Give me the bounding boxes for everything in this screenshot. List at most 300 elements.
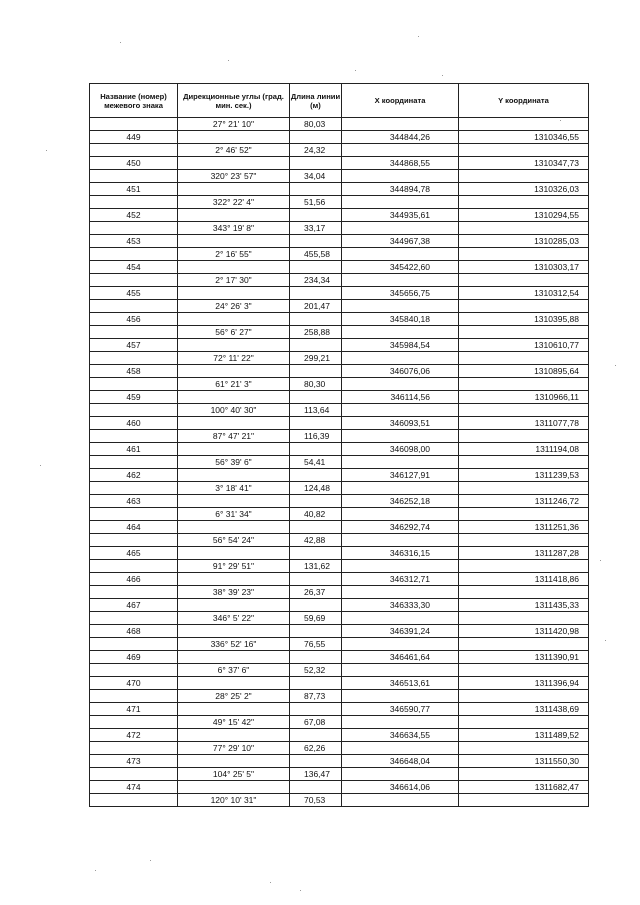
table-row: [90, 456, 589, 469]
x-coordinate-cell: [342, 222, 459, 235]
x-coordinate-cell: [342, 638, 459, 651]
marker-name-cell: [90, 248, 178, 261]
y-coordinate-cell: 1311550,30: [459, 755, 589, 768]
y-coordinate-cell: [459, 534, 589, 547]
x-coordinate-cell: [342, 482, 459, 495]
y-coordinate-cell: 1311287,28: [459, 547, 589, 560]
x-coordinate-cell: [342, 534, 459, 547]
marker-name-cell: [90, 716, 178, 729]
direction-angle-cell: 2° 46' 52": [178, 144, 290, 157]
y-coordinate-cell: 1311489,52: [459, 729, 589, 742]
line-length-cell: [290, 703, 342, 716]
y-coordinate-cell: [459, 326, 589, 339]
table-row: [90, 794, 589, 807]
y-coordinate-cell: 1310285,03: [459, 235, 589, 248]
direction-angle-cell: [178, 261, 290, 274]
marker-name-cell: 453: [90, 235, 178, 248]
scan-speck: [150, 860, 151, 861]
direction-angle-cell: [178, 599, 290, 612]
x-coordinate-cell: [342, 118, 459, 131]
table-row: [90, 170, 589, 183]
x-coordinate-cell: 346312,71: [342, 573, 459, 586]
scan-speck: [270, 882, 271, 883]
y-coordinate-cell: [459, 768, 589, 781]
x-coordinate-cell: [342, 326, 459, 339]
line-length-cell: 51,56: [290, 196, 342, 209]
direction-angle-cell: 72° 11' 22": [178, 352, 290, 365]
line-length-cell: 258,88: [290, 326, 342, 339]
marker-name-cell: [90, 430, 178, 443]
line-length-cell: [290, 521, 342, 534]
direction-angle-cell: [178, 755, 290, 768]
y-coordinate-cell: 1311251,36: [459, 521, 589, 534]
table-row: [90, 339, 589, 352]
marker-name-cell: 469: [90, 651, 178, 664]
direction-angle-cell: [178, 365, 290, 378]
y-coordinate-cell: [459, 794, 589, 807]
marker-name-cell: [90, 378, 178, 391]
table-row: [90, 430, 589, 443]
marker-name-cell: [90, 326, 178, 339]
direction-angle-cell: [178, 651, 290, 664]
table-row: [90, 547, 589, 560]
y-coordinate-cell: [459, 248, 589, 261]
header-x-coordinate: X координата: [342, 84, 459, 118]
marker-name-cell: 474: [90, 781, 178, 794]
line-length-cell: [290, 729, 342, 742]
table-row: [90, 716, 589, 729]
line-length-cell: [290, 261, 342, 274]
line-length-cell: [290, 235, 342, 248]
direction-angle-cell: 56° 6' 27": [178, 326, 290, 339]
direction-angle-cell: 38° 39' 23": [178, 586, 290, 599]
x-coordinate-cell: 345984,54: [342, 339, 459, 352]
header-marker-name: Название (номер) межевого знака: [90, 84, 178, 118]
table-row: [90, 521, 589, 534]
x-coordinate-cell: [342, 508, 459, 521]
line-length-cell: [290, 183, 342, 196]
table-row: [90, 742, 589, 755]
table-row: [90, 183, 589, 196]
line-length-cell: [290, 573, 342, 586]
line-length-cell: 80,30: [290, 378, 342, 391]
marker-name-cell: [90, 638, 178, 651]
x-coordinate-cell: [342, 274, 459, 287]
direction-angle-cell: 24° 26' 3": [178, 300, 290, 313]
x-coordinate-cell: 346098,00: [342, 443, 459, 456]
y-coordinate-cell: [459, 274, 589, 287]
scan-speck: [442, 75, 443, 76]
marker-name-cell: [90, 690, 178, 703]
x-coordinate-cell: 346316,15: [342, 547, 459, 560]
marker-name-cell: 467: [90, 599, 178, 612]
direction-angle-cell: [178, 287, 290, 300]
table-row: [90, 378, 589, 391]
y-coordinate-cell: [459, 118, 589, 131]
table-row: [90, 508, 589, 521]
y-coordinate-cell: [459, 638, 589, 651]
y-coordinate-cell: 1311194,08: [459, 443, 589, 456]
y-coordinate-cell: 1310966,11: [459, 391, 589, 404]
table-row: [90, 560, 589, 573]
direction-angle-cell: [178, 313, 290, 326]
x-coordinate-cell: [342, 742, 459, 755]
scan-speck: [300, 890, 301, 891]
direction-angle-cell: [178, 677, 290, 690]
marker-name-cell: 462: [90, 469, 178, 482]
x-coordinate-cell: 346590,77: [342, 703, 459, 716]
y-coordinate-cell: [459, 664, 589, 677]
line-length-cell: 26,37: [290, 586, 342, 599]
line-length-cell: [290, 313, 342, 326]
line-length-cell: [290, 365, 342, 378]
direction-angle-cell: [178, 235, 290, 248]
marker-name-cell: 465: [90, 547, 178, 560]
x-coordinate-cell: 346093,51: [342, 417, 459, 430]
x-coordinate-cell: 345422,60: [342, 261, 459, 274]
table-row: [90, 495, 589, 508]
direction-angle-cell: [178, 729, 290, 742]
scan-speck: [120, 42, 121, 43]
y-coordinate-cell: [459, 508, 589, 521]
marker-name-cell: 455: [90, 287, 178, 300]
marker-name-cell: [90, 144, 178, 157]
marker-name-cell: [90, 560, 178, 573]
direction-angle-cell: [178, 781, 290, 794]
direction-angle-cell: [178, 703, 290, 716]
line-length-cell: [290, 781, 342, 794]
marker-name-cell: 464: [90, 521, 178, 534]
direction-angle-cell: 56° 39' 6": [178, 456, 290, 469]
y-coordinate-cell: 1311435,33: [459, 599, 589, 612]
table-row: [90, 573, 589, 586]
direction-angle-cell: 61° 21' 3": [178, 378, 290, 391]
marker-name-cell: 451: [90, 183, 178, 196]
x-coordinate-cell: 346614,06: [342, 781, 459, 794]
direction-angle-cell: 6° 31' 34": [178, 508, 290, 521]
x-coordinate-cell: [342, 170, 459, 183]
marker-name-cell: [90, 404, 178, 417]
table-row: [90, 664, 589, 677]
table-row: [90, 781, 589, 794]
table-row: [90, 157, 589, 170]
y-coordinate-cell: [459, 352, 589, 365]
line-length-cell: 76,55: [290, 638, 342, 651]
table-row: [90, 703, 589, 716]
direction-angle-cell: 6° 37' 6": [178, 664, 290, 677]
marker-name-cell: [90, 274, 178, 287]
marker-name-cell: [90, 612, 178, 625]
x-coordinate-cell: [342, 300, 459, 313]
table-row: [90, 599, 589, 612]
scan-speck: [40, 465, 41, 466]
y-coordinate-cell: [459, 742, 589, 755]
table-row: [90, 209, 589, 222]
scan-speck: [600, 560, 601, 561]
y-coordinate-cell: 1310294,55: [459, 209, 589, 222]
table-row: [90, 651, 589, 664]
marker-name-cell: 468: [90, 625, 178, 638]
table-row: [90, 352, 589, 365]
x-coordinate-cell: [342, 586, 459, 599]
y-coordinate-cell: [459, 586, 589, 599]
direction-angle-cell: [178, 625, 290, 638]
direction-angle-cell: 104° 25' 5": [178, 768, 290, 781]
x-coordinate-cell: [342, 768, 459, 781]
marker-name-cell: [90, 196, 178, 209]
y-coordinate-cell: 1310395,88: [459, 313, 589, 326]
scan-speck: [560, 120, 561, 121]
direction-angle-cell: [178, 417, 290, 430]
marker-name-cell: [90, 508, 178, 521]
line-length-cell: [290, 287, 342, 300]
line-length-cell: [290, 469, 342, 482]
x-coordinate-cell: 346648,04: [342, 755, 459, 768]
line-length-cell: 34,04: [290, 170, 342, 183]
line-length-cell: [290, 339, 342, 352]
direction-angle-cell: 322° 22' 4": [178, 196, 290, 209]
marker-name-cell: [90, 352, 178, 365]
coordinates-table: [89, 83, 589, 807]
line-length-cell: [290, 391, 342, 404]
header-direction-angle: Дирекционные углы (град. мин. сек.): [178, 84, 290, 118]
marker-name-cell: 454: [90, 261, 178, 274]
marker-name-cell: [90, 170, 178, 183]
marker-name-cell: [90, 664, 178, 677]
x-coordinate-cell: 344868,55: [342, 157, 459, 170]
x-coordinate-cell: 346333,30: [342, 599, 459, 612]
y-coordinate-cell: 1310303,17: [459, 261, 589, 274]
table-row: [90, 404, 589, 417]
x-coordinate-cell: [342, 560, 459, 573]
x-coordinate-cell: [342, 430, 459, 443]
line-length-cell: 113,64: [290, 404, 342, 417]
direction-angle-cell: 56° 54' 24": [178, 534, 290, 547]
scan-speck: [355, 70, 356, 71]
marker-name-cell: [90, 794, 178, 807]
x-coordinate-cell: [342, 378, 459, 391]
x-coordinate-cell: 344844,26: [342, 131, 459, 144]
table-row: [90, 612, 589, 625]
direction-angle-cell: [178, 131, 290, 144]
table-row: [90, 222, 589, 235]
x-coordinate-cell: [342, 248, 459, 261]
direction-angle-cell: 49° 15' 42": [178, 716, 290, 729]
y-coordinate-cell: 1310312,54: [459, 287, 589, 300]
y-coordinate-cell: 1311682,47: [459, 781, 589, 794]
table-row: [90, 287, 589, 300]
table-row: [90, 144, 589, 157]
y-coordinate-cell: 1310326,03: [459, 183, 589, 196]
line-length-cell: [290, 209, 342, 222]
x-coordinate-cell: 346252,18: [342, 495, 459, 508]
y-coordinate-cell: 1311396,94: [459, 677, 589, 690]
marker-name-cell: [90, 456, 178, 469]
line-length-cell: [290, 625, 342, 638]
marker-name-cell: 458: [90, 365, 178, 378]
y-coordinate-cell: [459, 378, 589, 391]
table-row: [90, 677, 589, 690]
y-coordinate-cell: [459, 144, 589, 157]
line-length-cell: 24,32: [290, 144, 342, 157]
y-coordinate-cell: 1310346,55: [459, 131, 589, 144]
y-coordinate-cell: 1311239,53: [459, 469, 589, 482]
header-y-coordinate: Y координата: [459, 84, 589, 118]
marker-name-cell: 472: [90, 729, 178, 742]
y-coordinate-cell: [459, 612, 589, 625]
y-coordinate-cell: 1311077,78: [459, 417, 589, 430]
x-coordinate-cell: 346114,56: [342, 391, 459, 404]
x-coordinate-cell: 346127,91: [342, 469, 459, 482]
marker-name-cell: 460: [90, 417, 178, 430]
x-coordinate-cell: [342, 794, 459, 807]
direction-angle-cell: [178, 469, 290, 482]
table-row: [90, 625, 589, 638]
scan-speck: [418, 36, 419, 37]
line-length-cell: [290, 495, 342, 508]
table-row: [90, 196, 589, 209]
y-coordinate-cell: 1310610,77: [459, 339, 589, 352]
direction-angle-cell: [178, 339, 290, 352]
line-length-cell: 455,58: [290, 248, 342, 261]
line-length-cell: 299,21: [290, 352, 342, 365]
line-length-cell: [290, 547, 342, 560]
direction-angle-cell: 77° 29' 10": [178, 742, 290, 755]
line-length-cell: [290, 443, 342, 456]
header-line-length: Длина линии (м): [290, 84, 342, 118]
direction-angle-cell: 91° 29' 51": [178, 560, 290, 573]
marker-name-cell: 457: [90, 339, 178, 352]
line-length-cell: [290, 755, 342, 768]
line-length-cell: 42,88: [290, 534, 342, 547]
marker-name-cell: 463: [90, 495, 178, 508]
table-header: [90, 84, 589, 118]
table-row: [90, 131, 589, 144]
scan-speck: [95, 870, 96, 871]
table-row: [90, 755, 589, 768]
line-length-cell: 80,03: [290, 118, 342, 131]
y-coordinate-cell: [459, 716, 589, 729]
table-row: [90, 690, 589, 703]
table-row: [90, 469, 589, 482]
direction-angle-cell: 27° 21' 10": [178, 118, 290, 131]
direction-angle-cell: 2° 17' 30": [178, 274, 290, 287]
line-length-cell: 234,34: [290, 274, 342, 287]
line-length-cell: 201,47: [290, 300, 342, 313]
marker-name-cell: 450: [90, 157, 178, 170]
y-coordinate-cell: 1311438,69: [459, 703, 589, 716]
table-row: [90, 248, 589, 261]
table-row: [90, 235, 589, 248]
table-row: [90, 300, 589, 313]
table-row: [90, 326, 589, 339]
line-length-cell: 33,17: [290, 222, 342, 235]
x-coordinate-cell: 346513,61: [342, 677, 459, 690]
x-coordinate-cell: [342, 404, 459, 417]
direction-angle-cell: 28° 25' 2": [178, 690, 290, 703]
table-row: [90, 638, 589, 651]
line-length-cell: [290, 677, 342, 690]
line-length-cell: 62,26: [290, 742, 342, 755]
marker-name-cell: [90, 768, 178, 781]
y-coordinate-cell: [459, 170, 589, 183]
table-row: [90, 443, 589, 456]
y-coordinate-cell: [459, 456, 589, 469]
direction-angle-cell: 100° 40' 30": [178, 404, 290, 417]
line-length-cell: 52,32: [290, 664, 342, 677]
table-row: [90, 729, 589, 742]
direction-angle-cell: 87° 47' 21": [178, 430, 290, 443]
line-length-cell: 87,73: [290, 690, 342, 703]
y-coordinate-cell: 1311246,72: [459, 495, 589, 508]
x-coordinate-cell: 344894,78: [342, 183, 459, 196]
x-coordinate-cell: [342, 352, 459, 365]
direction-angle-cell: 3° 18' 41": [178, 482, 290, 495]
direction-angle-cell: [178, 495, 290, 508]
y-coordinate-cell: [459, 222, 589, 235]
x-coordinate-cell: [342, 144, 459, 157]
marker-name-cell: 459: [90, 391, 178, 404]
y-coordinate-cell: [459, 430, 589, 443]
y-coordinate-cell: 1311390,91: [459, 651, 589, 664]
x-coordinate-cell: 346391,24: [342, 625, 459, 638]
direction-angle-cell: [178, 521, 290, 534]
y-coordinate-cell: [459, 560, 589, 573]
header-row: [90, 84, 589, 118]
marker-name-cell: 449: [90, 131, 178, 144]
y-coordinate-cell: [459, 196, 589, 209]
table-row: [90, 768, 589, 781]
table-row: [90, 365, 589, 378]
marker-name-cell: 452: [90, 209, 178, 222]
table-body: [90, 118, 589, 807]
table-row: [90, 586, 589, 599]
x-coordinate-cell: 344967,38: [342, 235, 459, 248]
marker-name-cell: [90, 118, 178, 131]
table-row: [90, 274, 589, 287]
direction-angle-cell: [178, 157, 290, 170]
line-length-cell: 124,48: [290, 482, 342, 495]
x-coordinate-cell: [342, 664, 459, 677]
marker-name-cell: [90, 300, 178, 313]
direction-angle-cell: 336° 52' 16": [178, 638, 290, 651]
x-coordinate-cell: 346461,64: [342, 651, 459, 664]
x-coordinate-cell: [342, 196, 459, 209]
x-coordinate-cell: 346076,06: [342, 365, 459, 378]
y-coordinate-cell: [459, 482, 589, 495]
direction-angle-cell: [178, 547, 290, 560]
y-coordinate-cell: [459, 690, 589, 703]
marker-name-cell: 456: [90, 313, 178, 326]
scan-speck: [228, 60, 229, 61]
direction-angle-cell: [178, 391, 290, 404]
line-length-cell: 136,47: [290, 768, 342, 781]
table-row: [90, 534, 589, 547]
line-length-cell: 116,39: [290, 430, 342, 443]
direction-angle-cell: 2° 16' 55": [178, 248, 290, 261]
line-length-cell: [290, 599, 342, 612]
y-coordinate-cell: 1310347,73: [459, 157, 589, 170]
line-length-cell: [290, 417, 342, 430]
marker-name-cell: 473: [90, 755, 178, 768]
line-length-cell: [290, 131, 342, 144]
y-coordinate-cell: 1311418,86: [459, 573, 589, 586]
scan-speck: [46, 150, 47, 151]
direction-angle-cell: 120° 10' 31": [178, 794, 290, 807]
x-coordinate-cell: [342, 716, 459, 729]
line-length-cell: [290, 157, 342, 170]
line-length-cell: 40,82: [290, 508, 342, 521]
